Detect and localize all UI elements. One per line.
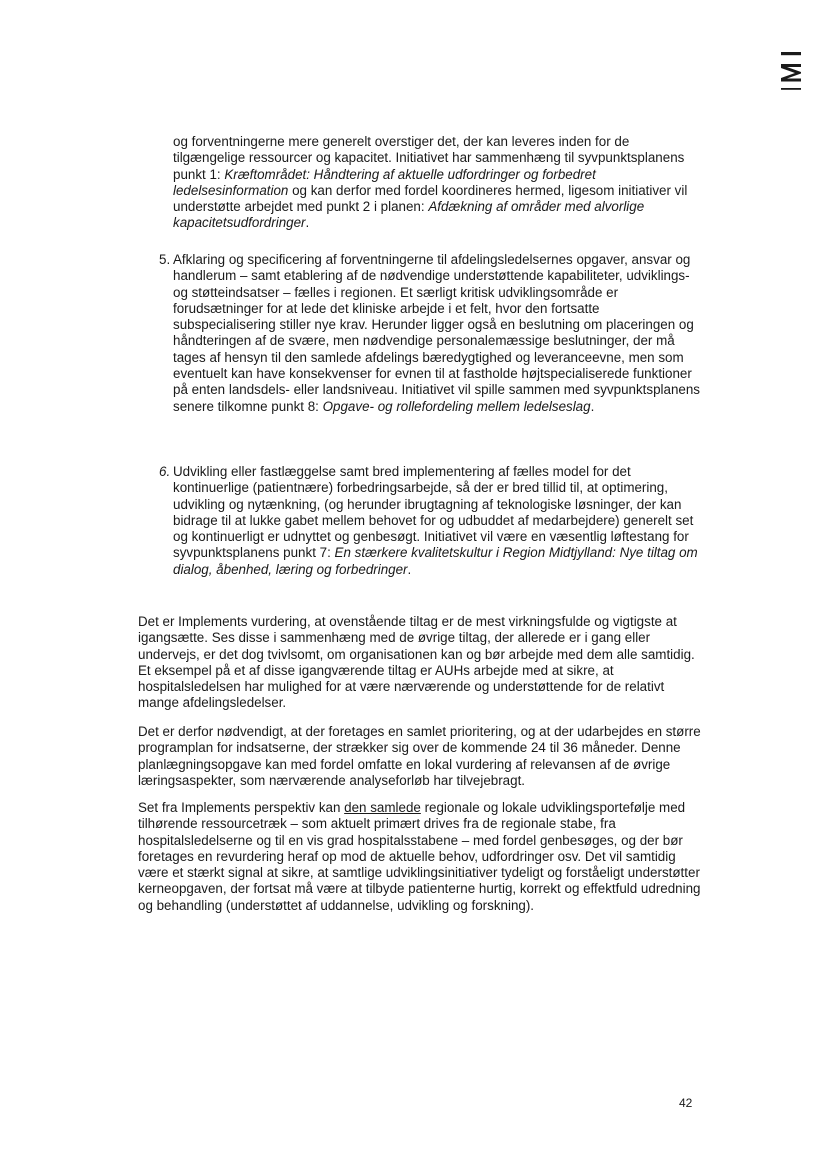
list-item-6 [138,464,703,578]
body-paragraph: Set fra Implements perspektiv kan den samlede regionale og lokale udviklingsportefølje med tilhørende ressourcetræk – som aktuelt primært drives fra de regionale stabe, fra hospitalsledelserne og til en vis grad hospitalsstabene – med fordel genbesøges, og der bør foretages en revurdering heraf op mod de aktuelle behov, udfordringer osv. Det vil samtidig være et stærkt signal at sikre, at samtlige udviklingsinitiativer tydeligt og forståeligt understøtter kerneopgaven, der fortsat må være at tilbyde patienterne hurtig, korrekt og effektfuld udredning og behandling (understøttet af uddannelse, udvikling og forskning). [138,800,701,913]
list-item-text: Udvikling eller fastlæggelse samt bred implementering af fælles model for det kontinuerlige (patientnære) forbedringsarbejde, så der er bred tillid til, at optimering, udvikling og nytænkning, (og herunder ibrugtagning af teknologiske løsninger, der kan bidrage til at lukke gabet mellem behovet for og udbuddet af medarbejdere) generelt set og kontinuerligt er udnyttet og genbesøgt. Initiativet vil være en væsentlig løftestang for syvpunktsplanens punkt 7: En stærkere kvalitetskultur i Region Midtjylland: Nye tiltag om dialog, åbenhed, læring og forbedringer. [173,464,698,577]
body-paragraph: Det er Implements vurdering, at ovenstående tiltag er de mest virkningsfulde og vigtigste at igangsætte. Ses disse i sammenhæng med de øvrige tiltag, der allerede er i gang eller undervejs, er det dog tvivlsomt, om organisationen kan og bør arbejde med dem alle samtidig. Et eksempel på et af disse igangværende tiltag er AUHs arbejde med at sikre, at hospitalsledelsen har mulighed for at være nærværende og understøttende for de relativt mange afdelingsledelser. [138,614,695,711]
page-number: 42 [679,1096,693,1110]
list-item-5 [138,252,703,415]
body-paragraph: Det er derfor nødvendigt, at der foretages en samlet prioritering, og at der udarbejdes en større programplan for indsatserne, der strækker sig over de kommende 24 til 36 måneder. Denne planlægningsopgave kan med fordel omfatte en lokal vurdering af relevansen af de øvrige læringsaspekter, som nærværende analyseforløb har tilvejebragt. [138,724,701,788]
list-item-number: 6. [159,464,171,479]
list-item-text: Afklaring og specificering af forventningerne til afdelingsledelsernes opgaver, ansvar og handlerum – samt etablering af de nødvendige understøttende kapabiliteter, udviklings- og støtteindsatser – fælles i regionen. Et særligt kritisk udviklingsområde er forudsætninger for at lede det kliniske arbejde i et felt, hvor den fortsatte subspecialisering stiller nye krav. Herunder ligger også en beslutning om placeringen og håndteringen af de svære, men nødvendige personalemæssige beslutninger, der må tages af hensyn til den samlede afdelings bæredygtighed og leveranceevne, men som eventuelt kan have konsekvenser for evnen til at fastholde højtspecialiserede funktioner på enten landsdels- eller landsniveau. Initiativet vil spille sammen med syvpunktsplanens senere tilkomne punkt 8: Opgave- og rollefordeling mellem ledelseslag. [173,252,700,414]
list-item-number: 5. [159,252,171,267]
implement-logo [778,52,804,92]
continuation-paragraph: og forventningerne mere generelt overstiger det, der kan leveres inden for de tilgængelige ressourcer og kapacitet. Initiativet har sammenhæng til syvpunktsplanens punkt 1: Kræftområdet: Håndtering af aktuelle udfordringer og forbedret ledelsesinformation og kan derfor med fordel koordineres hermed, ligesom initiativer vil understøtte arbejdet med punkt 2 i planen: Afdækning af områder med alvorlige kapacitetsudfordringer. [173,134,688,231]
